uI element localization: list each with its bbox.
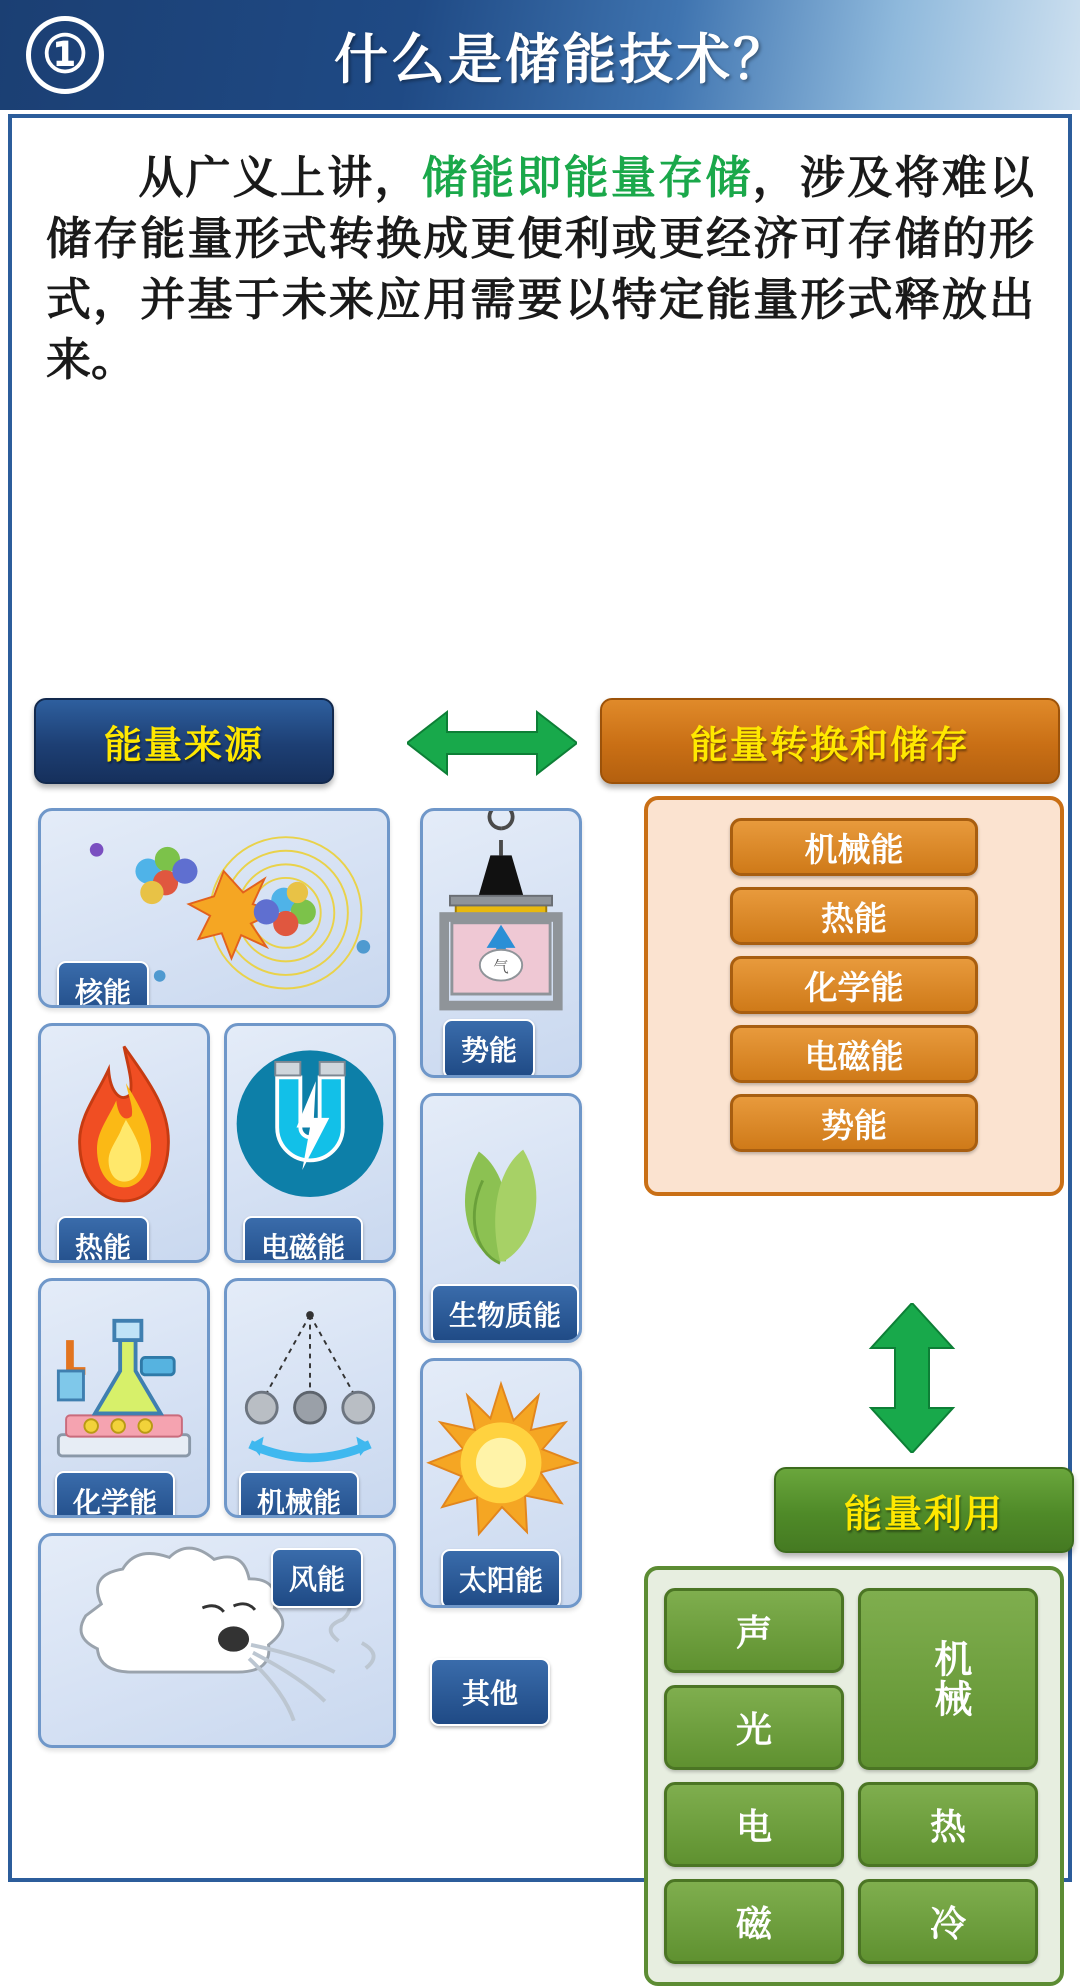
intro-paragraph	[12, 118, 1068, 391]
card-source-heat[interactable]	[38, 1023, 210, 1263]
utilization-item-light[interactable]: 光	[664, 1685, 844, 1770]
banner-energy-utilization: 能量利用	[774, 1467, 1074, 1553]
utilization-item-mechanical[interactable]	[858, 1588, 1038, 1770]
intro-comma: ，	[752, 152, 800, 203]
page-header	[0, 0, 1080, 110]
card-label-potential: 势能	[443, 1019, 535, 1078]
chip-other-sources[interactable]: 其他	[430, 1658, 550, 1726]
utilization-item-sound[interactable]: 声	[664, 1588, 844, 1673]
conversion-item-electromagnetic[interactable]: 电磁能	[730, 1025, 978, 1083]
conversion-item-mechanical[interactable]: 机械能	[730, 818, 978, 876]
card-label-mechanical: 机械能	[239, 1471, 359, 1518]
intro-text-rest: 涉及将难以储存能量形式转换成更便利或更经济可存储的形式，并基于未来应用需要以特定能量形式释放出来。	[46, 152, 1034, 386]
card-label-nuclear: 核能	[57, 961, 149, 1008]
svg-text:气: 气	[493, 958, 509, 976]
intro-highlight: 储能即能量存储	[421, 152, 753, 203]
card-source-nuclear[interactable]	[38, 808, 390, 1008]
card-source-potential[interactable]	[420, 808, 582, 1078]
card-label-electromagnetic: 电磁能	[243, 1216, 363, 1263]
card-label-biomass: 生物质能	[431, 1284, 579, 1343]
utilization-item-heat[interactable]: 热	[858, 1782, 1038, 1867]
banner-energy-conversion: 能量转换和储存	[600, 698, 1060, 784]
card-source-chemical[interactable]	[38, 1278, 210, 1518]
card-label-solar: 太阳能	[441, 1549, 561, 1608]
card-source-electromagnetic[interactable]	[224, 1023, 396, 1263]
utilization-item-mechanical-label: 机械	[927, 1639, 970, 1719]
card-source-solar[interactable]	[420, 1358, 582, 1608]
content-frame	[8, 114, 1072, 1944]
double-arrow-horizontal-icon	[407, 708, 577, 778]
card-source-mechanical[interactable]	[224, 1278, 396, 1518]
card-label-wind: 风能	[271, 1548, 363, 1608]
panel-energy-utilization	[644, 1566, 1064, 1986]
intro-text-part1: 从广义上讲，	[136, 152, 422, 203]
card-source-biomass[interactable]	[420, 1093, 582, 1343]
conversion-item-thermal[interactable]: 热能	[730, 887, 978, 945]
conversion-item-chemical[interactable]: 化学能	[730, 956, 978, 1014]
panel-energy-conversion	[644, 796, 1064, 1196]
conversion-item-potential[interactable]: 势能	[730, 1094, 978, 1152]
card-label-heat: 热能	[57, 1216, 149, 1263]
page-title: 什么是储能技术？	[334, 29, 790, 90]
banner-energy-sources: 能量来源	[34, 698, 334, 784]
card-source-wind[interactable]	[38, 1533, 396, 1748]
utilization-item-magnetic[interactable]: 磁	[664, 1879, 844, 1964]
utilization-item-cold[interactable]: 冷	[858, 1879, 1038, 1964]
section-number-badge: ①	[26, 16, 104, 94]
utilization-item-electric[interactable]: 电	[664, 1782, 844, 1867]
double-arrow-vertical-icon	[867, 1303, 957, 1453]
card-label-chemical: 化学能	[55, 1471, 175, 1518]
